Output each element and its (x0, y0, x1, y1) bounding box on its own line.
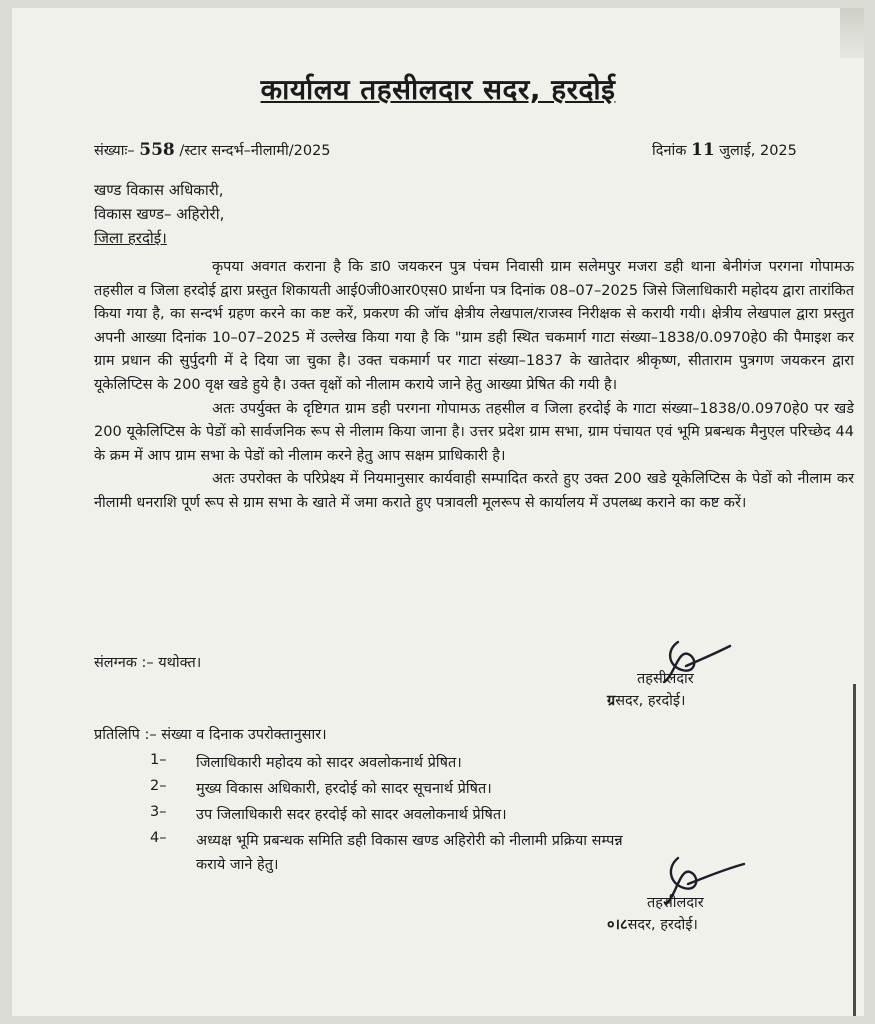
copy-item-continuation: कराये जाने हेतु। (196, 857, 279, 873)
address-line-3: जिला हरदोई। (94, 229, 167, 247)
signature-block-2 (607, 892, 704, 936)
signature-block-1 (607, 668, 694, 712)
address-line-2: विकास खण्ड– अहिरोरी, (94, 205, 225, 223)
handwritten-prefix: ०।८ (607, 916, 628, 933)
body-paragraph-1: कृपया अवगत कराना है कि डा0 जयकरन पुत्र पंचम निवासी ग्राम सलेमपुर मजरा डही थाना बेनीगंज परगना गोपामऊ तहसील व जिला हरदोई द्वारा प्रस्तुत शिकायती आई0जी0आर0एस0 प्रार्थना पत्र दिनांक 08–07–2025 जिसे जिलाधिकारी महोदय द्वारा तारांकित किया गया है, का सन्दर्भ ग्रहण करने का कष्ट करें, प्रकरण की जॉच क्षेत्रीय लेखपाल/राजस्व निरीक्षक से करायी गयी। क्षेत्रीय लेखपाल द्वारा प्रस्तुत अपनी आख्या दिनांक 10–07–2025 में उल्लेख किया गया है कि "ग्राम डही स्थित चकमार्ग गाटा संख्या–1838/0.0970हे0 की पैमाइश कर ग्राम प्रधान की सुर्पुदगी में दे दिया जा चुका है। उक्त चकमार्ग पर गाटा संख्या–1837 के खातेदार श्रीकृष्ण, सीताराम पुत्रगण जयकरन द्वारा यूकेलिप्टिस के 200 वृक्ष खडे हुये है। उक्त वृक्षों को नीलाम कराये जाने हेतु आख्या प्रेषित की गयी है। (94, 259, 854, 393)
reference-number: संख्याः– 558 /स्टार सन्दर्भ–नीलामी/2025 (94, 140, 331, 160)
body-paragraph-2: अतः उपर्युक्त के दृष्टिगत ग्राम डही परगना गोपामऊ तहसील व जिला हरदोई के गाटा संख्या–1838/0.0970हे0 पर खडे 200 यूकेलिप्टिस के पेडों को सार्वजनिक रूप से नीलाम किया जाना है। उत्तर प्रदेश ग्राम सभा, ग्राम पंचायत एवं भूमि प्रबन्धक मैनुएल परिच्छेद 44 के क्रम में आप ग्राम सभा के पेडों को नीलाम करने हेतु आप सक्षम प्राधिकारी है। (94, 400, 854, 464)
letter-body (94, 256, 854, 516)
handwritten-ref-number: 558 (139, 140, 175, 160)
signature-designation: तहसीलदार (647, 895, 704, 911)
enclosure-note: संलग्नक :– यथोक्त। (94, 655, 202, 671)
copy-heading: प्रतिलिपि :– संख्या व दिनाक उपरोक्तानुसार। (94, 727, 327, 743)
handwritten-date-day: 11 (691, 140, 715, 160)
signature-designation: तहसीलदार (637, 671, 694, 687)
paper-edge-shadow (853, 684, 856, 1016)
handwritten-prefix: ग्र (607, 692, 616, 709)
letter-page: कार्यालय तहसीलदार सदर, हरदोई संख्याः– 558 /स्टार सन्दर्भ–नीलामी/2025 दिनांक 11 जुलाई, 2025 खण्ड विकास अधिकारी, विकास खण्ड– अहिरोरी, जिला हरदोई। कृपया अवगत कराना है कि डा0 जयकरन पुत्र पंचम निवासी ग्राम सलेमपुर मजरा डही थाना बेनीगंज परगना गोपामऊ तहसील व जिला हरदोई द्वारा प्रस्तुत शिकायती आई0जी0आर0एस0 प्रार्थना पत्र दिनांक 08–07–2025 जिसे जिलाधिकारी महोदय द्वारा तारांकित किया गया है, का सन्दर्भ ग्रहण करने का कष्ट करें, प्रकरण की जॉच क्षेत्रीय लेखपाल/राजस्व निरीक्षक से करायी गयी। क्षेत्रीय लेखपाल द्वारा प्रस्तुत अपनी आख्या दिनांक 10–07–2025 में उल्लेख किया गया है कि "ग्राम डही स्थित चकमार्ग गाटा संख्या–1838/0.0970हे0 की पैमाइश कर ग्राम प्रधान की सुर्पुदगी में दे दिया जा चुका है। उक्त चकमार्ग पर गाटा संख्या–1837 के खातेदार श्रीकृष्ण, सीताराम पुत्रगण जयकरन द्वारा यूकेलिप्टिस के 200 वृक्ष खडे हुये है। उक्त वृक्षों को नीलाम कराये जाने हेतु आख्या प्रेषित की गयी है। अतः उपर्युक्त के दृष्टिगत ग्राम डही परगना गोपामऊ तहसील व जिला हरदोई के गाटा संख्या–1838/0.0970हे0 पर खडे 200 यूकेलिप्टिस के पेडों को सार्वजनिक रूप से नीलाम किया जाना है। उत्तर प्रदेश ग्राम सभा, ग्राम पंचायत एवं भूमि प्रबन्धक मैनुएल परिच्छेद 44 के क्रम में आप ग्राम सभा के पेडों को नीलाम करने हेतु आप सक्षम प्राधिकारी है। अतः उपरोक्त के परिप्रेक्ष्य में नियमानुसार कार्यवाही सम्पादित करते हुए उक्त 200 खडे यूकेलिप्टिस के पेडों को नीलाम कर नीलामी धनराशि पूर्ण रूप से ग्राम सभा के खाते में जमा कराते हुए पत्रावली मूलरूप से कार्यालय में उपलब्ध कराने का कष्ट करें। संलग्नक :– यथोक्त। तहसीलदार ग्रसदर, हरदोई। प्रतिलिपि :– संख्या व दिनाक उपरोक्तानुसार। 1– जिलाधिकारी महोदय को सादर अवलोकनार्थ प्रेषित। 2– मुख्य विकास अधिकारी, हरदोई को सादर सूचनार्थ प्रेषित। 3– उप जिलाधिकारी सदर हरदोई को सादर अवलोकनार्थ प्रेषित। 4– अध्यक्ष भूमि प्रबन्धक समिति डही विकास खण्ड अहिरोरी को नीलामी प्रक्रिया सम्पन्न कराये जाने हेतु। तहसीलदार ०।८सदर, हरदोई। (12, 8, 864, 1016)
signature-office: सदर, हरदोई। (627, 917, 698, 933)
office-title: कार्यालय तहसीलदार सदर, हरदोई (260, 73, 616, 106)
signature-office: सदर, हरदोई। (615, 693, 686, 709)
letter-date: दिनांक 11 जुलाई, 2025 (652, 140, 797, 160)
body-paragraph-3: अतः उपरोक्त के परिप्रेक्ष्य में नियमानुसार कार्यवाही सम्पादित करते हुए उक्त 200 खडे यूकेलिप्टिस के पेडों को नीलाम कर नीलामी धनराशि पूर्ण रूप से ग्राम सभा के खाते में जमा कराते हुए पत्रावली मूलरूप से कार्यालय में उपलब्ध कराने का कष्ट करें। (94, 471, 854, 511)
address-line-1: खण्ड विकास अधिकारी, (94, 181, 224, 199)
paper-fold-shadow (840, 8, 864, 58)
